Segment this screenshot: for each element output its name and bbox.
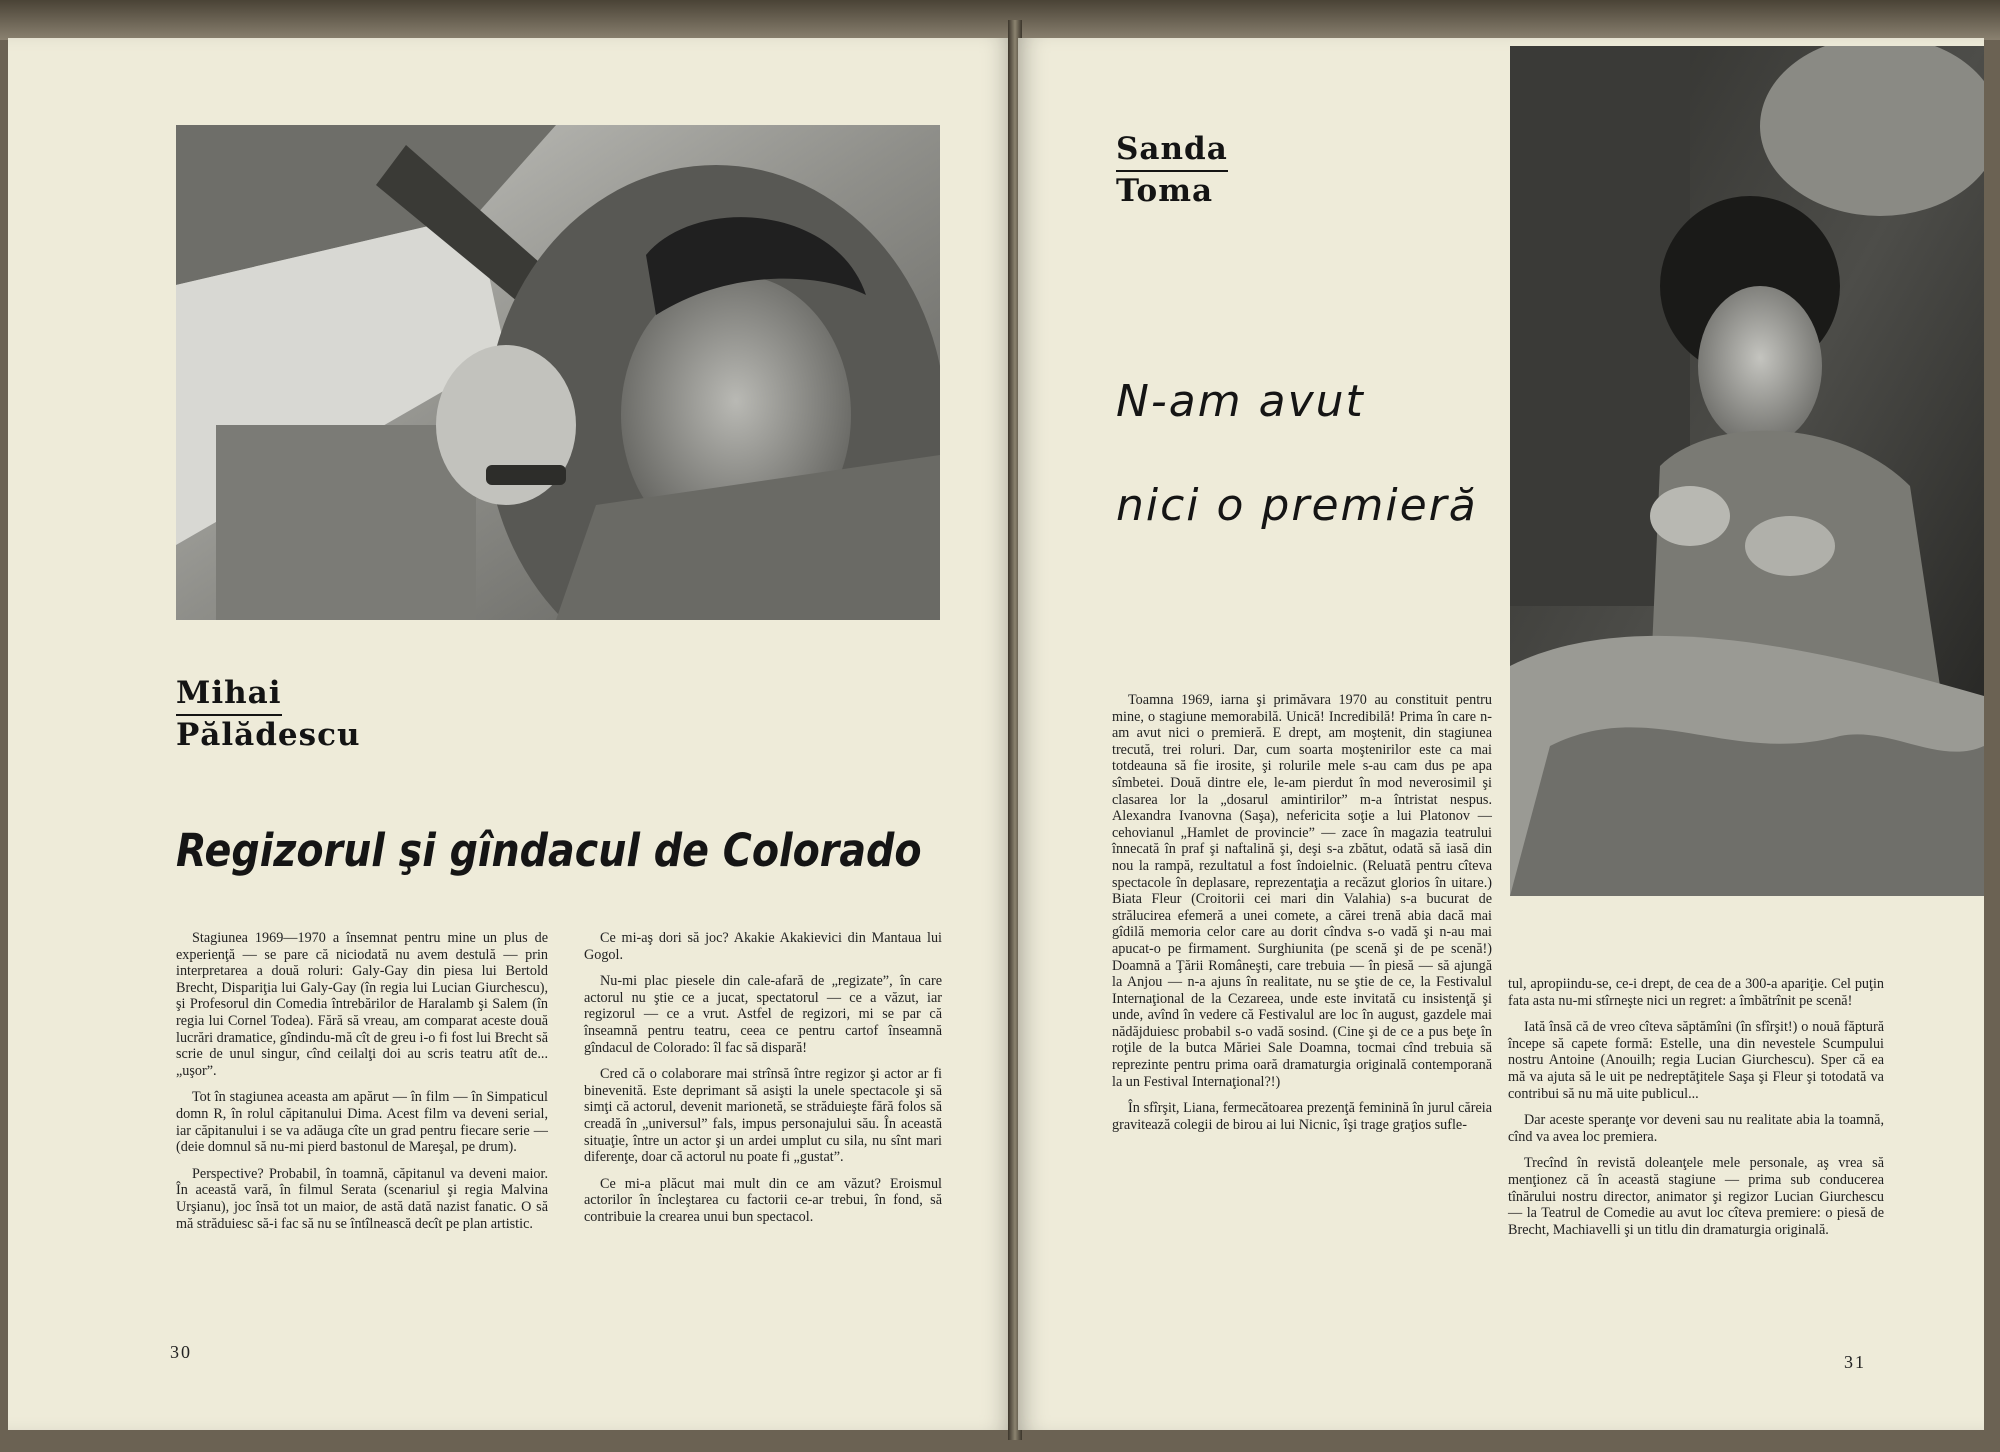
left-col2-paragraph: Ce mi-aş dori să joc? Akakie Akakievici din Mantaua lui Gogol. [584, 930, 942, 963]
scan-background-top [0, 0, 2000, 40]
right-column-2 [1508, 976, 1884, 1238]
left-col2-paragraph: Cred că o colaborare mai strînsă între regizor şi actor ar fi binevenită. Este deprimant să asişti la unele spectacole şi să simţi că actorul, devenit marionetă, se străduieşte fără folos să creadă în „universul” fals, impus personajului său. În această situaţie, între un actor şi un ardei umplut cu sila, nu sînt mari diferenţe, doar că actorul nu poate fi „gustat”. [584, 1066, 942, 1166]
left-col1-paragraph: Perspective? Probabil, în toamnă, căpitanul va deveni maior. În această vară, în filmul Serata (scenariul şi regia Malvina Urşianu), joc însă tot un maior, de astă dată nazist fanatic. O să mă străduiesc să-i fac să nu se întîlnească decît pe plan artistic. [176, 1165, 548, 1232]
right-title-line-1: N-am avut [1116, 376, 1365, 427]
photo-actress-image [1510, 46, 1984, 896]
left-article-title: Regizorul şi gîndacul de Colorado [176, 824, 922, 877]
left-col2-paragraph: Ce mi-a plăcut mai mult din ce am văzut? Eroismul actorilor în încleştarea cu factorii ce-ar trebui, în fond, să contribuie la crearea unui bun spectacol. [584, 1175, 942, 1225]
right-col1-paragraph: Toamna 1969, iarna şi primăvara 1970 au constituit pentru mine, o stagiune memorabilă. Unică! Incredibilă! Prima în care n-am avut nici o premieră. E drept, am moştenit, din stagiunea trecută, trei roluri. Dar, cum soarta moştenirilor este ca mai totdeauna să fie irosite, şi rolurile mele s-au cam dus pe apa sîmbetei. Două dintre ele, le-am pierdut în mod neverosimil şi clasarea lor la „dosarul amintirilor” m-a întristat nespus. Alexandra Ivanovna (Saşa), nefericita soţie a lui Platonov — cehovianul „Hamlet de provincie” — zace în magazia teatrului înnecată în praf şi naftalină şi, deşi s-a zbătut, odată să iasă din nou la rampă, rezultatul a fost îndoielnic. (Reluată pentru cîteva spectacole în deplasare, reprezentaţia a recăzut glorios în uitare.) Biata Fleur (Croitorii cei mari din Valahia) s-a bucurat de strălucirea efemeră a unei comete, a cărei trenă abia dacă mai gîdilă memoria celor care au dorit cîndva s-o vadă şi n-au mai apucat-o pe firmament. Surghiunita (pe scenă şi de pe scenă!) Doamnă a Ţării Româneşti, care trebuia — în piesă — să ajungă la Anjou — n-a ajuns în realitate, nu se ştie de ce, la Festivalul Internaţional de la Cezareea, unde este invitată cu insistenţă şi unde, avînd în vedere că Festivalul are loc în august, gazdele mai nădăjduiesc probabil s-o vadă sosind. (Cine şi de ce a pus beţe în roţile de la butca Măriei Sale Doamna, tocmai cînd trebuia să reprezinte pentru prima oară dramaturgia originală contemporană la un Festival Internaţional?!) [1112, 692, 1492, 1090]
right-col2-paragraph: Iată însă că de vreo cîteva săptămîni (în sfîrşit!) o nouă făptură începe să capete formă: Estelle, una din nevestele Scumpului nostru Antoine (Anouilh; regia Lucian Giurchescu). Sper că ea mă va ajuta să le uit pe nedreptăţitele Saşa şi Fleur şi totodată va contribui să nu mă uite publicul... [1508, 1019, 1884, 1102]
right-col2-paragraph: Dar aceste speranţe vor deveni sau nu realitate abia la toamnă, cînd va avea loc premiera. [1508, 1112, 1884, 1145]
left-col2-paragraph: Nu-mi plac piesele din cale-afară de „regizate”, în care actorul nu ştie ce a jucat, spectatorul — ce a văzut, iar regizorul — ce a vrut. Astfel de regizori, mi se par că înseamnă pentru teatru, ceea ce pentru cartof înseamnă gîndacul de Colorado: îl fac să dispară! [584, 973, 942, 1056]
right-author-last-name: Toma [1116, 173, 1214, 209]
right-col1-paragraph: În sfîrşit, Liana, fermecătoarea prezenţă feminină în jurul căreia gravitează colegii de birou ai lui Nicnic, îşi trage graţios sufle- [1112, 1100, 1492, 1133]
right-author-first-name: Sanda [1116, 130, 1228, 172]
left-page [8, 38, 1014, 1430]
right-col2-paragraph: tul, apropiindu-se, ce-i drept, de cea de a 300-a apariţie. Cel puţin fata asta nu-mi stîrneşte nici un regret: a îmbătrînit pe scenă! [1508, 976, 1884, 1009]
left-col1-paragraph: Tot în stagiunea aceasta am apărut — în film — în Simpaticul domn R, în rolul căpitanului Dima. Acest film va deveni serial, iar căpitanului i se va adăuga cîte un grad pentru fiecare serie — (deie domnul să nu-mi pierd bastonul de Mareşal, pe drum). [176, 1089, 548, 1156]
right-page [1018, 38, 1984, 1430]
photo-actor-image [176, 125, 940, 620]
right-page-number: 31 [1844, 1352, 1866, 1372]
right-col2-paragraph: Trecînd în revistă doleanţele mele personale, aş vrea să menţionez că în această stagiune — prima sub conducerea tînărului nostru director, animator şi regizor Lucian Giurchescu — la Teatrul de Comedie au avut loc cîteva premiere: o piesă de Brecht, Machiavelli şi un titlu din dramaturgia originală. [1508, 1155, 1884, 1238]
right-author-name [1116, 130, 1228, 210]
left-column-2 [584, 930, 942, 1226]
left-page-number: 30 [170, 1342, 192, 1362]
photo-actor-with-rifle [176, 125, 940, 620]
left-author-first-name: Mihai [176, 674, 282, 716]
right-title-line-2: nici o premieră [1116, 480, 1478, 531]
left-column-1 [176, 930, 548, 1232]
left-author-name [176, 674, 361, 754]
photo-actress-sewing [1510, 46, 1984, 896]
right-column-1 [1112, 692, 1492, 1133]
left-author-last-name: Pălădescu [176, 717, 361, 753]
left-col1-paragraph: Stagiunea 1969—1970 a însemnat pentru mine un plus de experienţă — se pare că niciodată nu avem destulă — prin interpretarea a două roluri: Galy-Gay din piesa lui Bertold Brecht, Dispariţia lui Galy-Gay (în regia lui Lucian Giurchescu), şi Profesorul din Comedia întrebărilor de Haralamb şi Salem (în regia lui Cornel Todea). Fără să vreau, am comparat aceste două lucrări dramatice, gîndindu-mă cît de greu i-o fi fost lui Brecht să scrie de unul singur, cînd ceilalţi doi au scris teatru atît de... „uşor”. [176, 930, 548, 1079]
